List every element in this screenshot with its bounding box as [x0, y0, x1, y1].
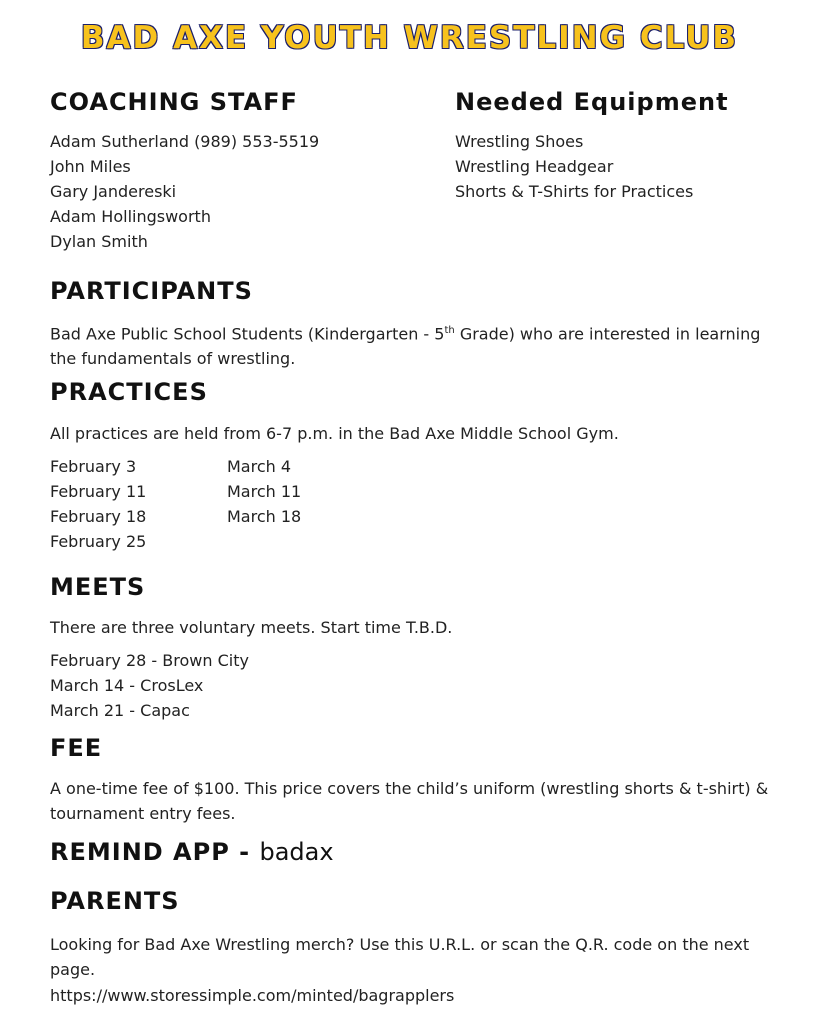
meets-heading: MEETS [50, 573, 146, 601]
remind-label: REMIND APP - [50, 838, 260, 866]
fee-heading: FEE [50, 734, 103, 762]
parents-heading: PARENTS [50, 887, 180, 915]
meet-item: February 28 - Brown City [50, 651, 249, 670]
practices-heading: PRACTICES [50, 378, 208, 406]
practice-date: February 18 [50, 507, 147, 526]
practice-date: February 25 [50, 532, 147, 551]
coaching-list [50, 129, 319, 254]
page-title: BAD AXE YOUTH WRESTLING CLUB [80, 20, 739, 56]
participants-heading: PARTICIPANTS [50, 277, 253, 305]
march-dates [227, 454, 301, 529]
superscript: th [444, 325, 455, 336]
participants-text-b: Grade) who are interested in learning the fundamentals of wrestling. [50, 324, 761, 369]
practice-date: March 11 [227, 482, 302, 501]
meets-intro: There are three voluntary meets. Start time T.B.D. [50, 618, 453, 637]
remind-code: badax [259, 838, 334, 866]
practices-intro: All practices are held from 6-7 p.m. in the Bad Axe Middle School Gym. [50, 424, 619, 443]
meet-item: March 14 - CrosLex [50, 676, 204, 695]
coach-item: Adam Sutherland (989) 553-5519 [50, 132, 320, 151]
coach-item: Dylan Smith [50, 232, 148, 251]
coach-item: John Miles [50, 157, 131, 176]
meet-item: March 21 - Capac [50, 701, 190, 720]
february-dates [50, 454, 146, 554]
coach-item: Adam Hollingsworth [50, 207, 211, 226]
merch-url-link[interactable]: https://www.storessimple.com/minted/bagrapplers [50, 986, 455, 1005]
practice-date: February 3 [50, 457, 137, 476]
practice-date: March 4 [227, 457, 292, 476]
meets-list [50, 648, 249, 723]
equipment-item: Shorts & T-Shirts for Practices [455, 182, 694, 201]
participants-text [50, 318, 780, 371]
practice-date: March 18 [227, 507, 302, 526]
participants-text-a: Bad Axe Public School Students (Kindergarten - 5 [50, 324, 445, 344]
equipment-item: Wrestling Shoes [455, 132, 584, 151]
fee-text: A one-time fee of $100. This price covers the child’s uniform (wrestling shorts & t-shirt) & tournament entry fees. [50, 779, 769, 823]
coach-item: Gary Jandereski [50, 182, 177, 201]
equipment-heading: Needed Equipment [455, 88, 729, 116]
equipment-item: Wrestling Headgear [455, 157, 614, 176]
equipment-list [455, 129, 693, 204]
practice-date: February 11 [50, 482, 147, 501]
parents-text: Looking for Bad Axe Wrestling merch? Use this U.R.L. or scan the Q.R. code on the next page. [50, 935, 750, 979]
coaching-heading: COACHING STAFF [50, 88, 298, 116]
remind-heading [50, 838, 334, 866]
